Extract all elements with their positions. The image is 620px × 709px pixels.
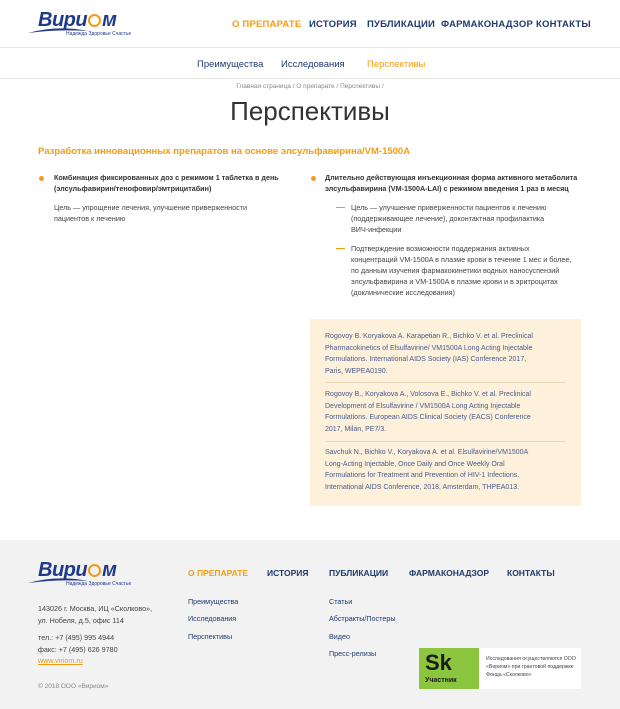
dash-bullet-icon [336,248,345,249]
nav-history[interactable]: ИСТОРИЯ [309,19,357,30]
skolkovo-logo [419,648,479,689]
header-divider [0,47,620,48]
skolkovo-badge[interactable] [419,648,581,689]
dash-bullet-icon [336,207,345,208]
reference-item: Rogovoy B. Koryakova A. Karapetian R., Bichko V. et al. Preclinical Pharmacokinetics of Elsulfavirine/ VM1500A Long Acting Injectable Formulations. International AIDS Society (IAS) Conference 2017, Paris, WEPEA0190. [325,333,533,375]
footer-link-video[interactable]: Видео [329,632,350,641]
right-point2-line: (доклинические исследования) [351,288,455,297]
left-item-text-1: Цель — упрощение лечения, улучшение приверженности [54,203,248,212]
reference-divider [325,441,565,442]
footer-copyright: © 2018 ООО «Вириом» [38,683,109,690]
skolkovo-letters: Sk [425,650,452,675]
site-header [0,0,620,48]
right-point2-line: концентраций VM-1500A в плазме крови в течение 1 мес и более, [351,255,572,264]
nav-publications[interactable]: ПУБЛИКАЦИИ [367,19,436,30]
footer-link-press[interactable]: Пресс-релизы [329,649,377,658]
right-point1-line: ВИЧ-инфекции [351,225,402,234]
section-title: Разработка инновационных препаратов на основе элсульфавирина/VM-1500A [38,146,411,157]
skolkovo-participant-label: Участник [425,677,457,684]
viriom-logo[interactable] [28,9,132,41]
footer-phone: тел.: +7 (495) 995 4944 [38,633,115,642]
footer-link-articles[interactable]: Статьи [329,597,353,606]
right-item-title-2: элсульфавирина (VM-1500A-LAI) с режимом введения 1 раз в месяц [325,184,569,193]
footer-address-1: 143026 г. Москва, ИЦ «Сколково», [38,604,153,613]
right-item-title-1: Длительно действующая инъекционная форма активного метаболита [325,173,578,182]
reference-divider [325,382,565,383]
breadcrumb[interactable]: Главная страница / О препарате / Перспективы / [236,83,384,90]
nav-contacts[interactable]: КОНТАКТЫ [536,19,591,30]
nav-pharmacovigilance[interactable]: ФАРМАКОНАДЗОР [441,19,534,30]
references-box [310,319,581,506]
left-item-title-1: Комбинация фиксированных доз с режимом 1 таблетка в день [54,173,279,182]
logo-o-icon [88,14,101,27]
logo-wordmark: Вири м [38,559,117,581]
logo-wordmark: Вири м [38,9,117,31]
footer-nav-history[interactable]: ИСТОРИЯ [267,568,309,578]
footer-fax: факс: +7 (495) 626 9780 [38,645,118,654]
right-point2-line: элсульфавирина и VM-1500A в плазме крови и в эритроцитах [351,277,558,286]
footer-nav-publications[interactable]: ПУБЛИКАЦИИ [329,568,389,578]
footer-nav-pharmacovigilance[interactable]: ФАРМАКОНАДЗОР [409,568,490,578]
right-point2-line: Подтверждение возможности поддержания активных [351,244,530,253]
footer-site-link[interactable]: www.viriom.ru [38,656,83,665]
footer-address-2: ул. Нобеля, д.5, офис 114 [38,616,124,625]
skolkovo-note: Исследования осуществляются ООО «Вириом» при грантовой поддержке Фонда «Сколково» [486,656,576,678]
footer-nav-contacts[interactable]: КОНТАКТЫ [507,568,555,578]
footer-nav-about[interactable]: О ПРЕПАРАТЕ [188,568,249,578]
subnav-perspectives[interactable]: Перспективы [367,59,426,70]
subnav-divider [0,78,620,79]
bullet-dot-icon [39,176,44,181]
footer-link-advantages[interactable]: Преимущества [188,597,239,606]
logo-tagline: Надежда Здоровье Счастье [66,581,132,587]
left-item-title-2: (элсульфавирин/тенофовир/эмтрицитабин) [54,184,212,193]
right-point2-line: по данным изучения фармакокинетики водных наносуспензий [351,266,560,275]
reference-item: Savchuk N., Bichko V., Koryakova A. et al. Elsulfavirine/VM1500A Long-Acting Injectable, Once Daily and Once Weekly Oral Formulations for Treatment and Prevention of HIV-1 Infections. International AIDS Conference, 2018, Amsterdam, THPEA013. [325,449,529,491]
right-point1-line: (поддерживающее лечение), доконтактная профилактика [351,214,545,223]
nav-about[interactable]: О ПРЕПАРАТЕ [232,19,302,30]
subnav-research[interactable]: Исследования [281,59,345,70]
subnav-advantages[interactable]: Преимущества [197,59,264,70]
footer-link-research[interactable]: Исследования [188,614,237,623]
right-point1-line: Цель — улучшение приверженности пациентов к лечению [351,203,547,212]
logo-o-icon [88,564,101,577]
page-title: Перспективы [230,96,390,126]
footer-link-perspectives[interactable]: Перспективы [188,632,233,641]
logo-tagline: Надежда Здоровье Счастье [66,31,132,37]
reference-item: Rogovoy B., Koryakova A., Volosova E., Bichko V. et al. Preclinical Development of Elsulfavirine / VM1500A Long Acting Injectable Formulations. European AIDS Clinical Society (EACS) Conference 2017, Milan, PE7/3. [325,391,531,433]
footer-link-abstracts[interactable]: Абстракты/Постеры [329,614,396,623]
footer-logo[interactable] [28,559,148,589]
left-item-text-2: пациентов к лечению [54,214,126,223]
bullet-dot-icon [311,176,316,181]
